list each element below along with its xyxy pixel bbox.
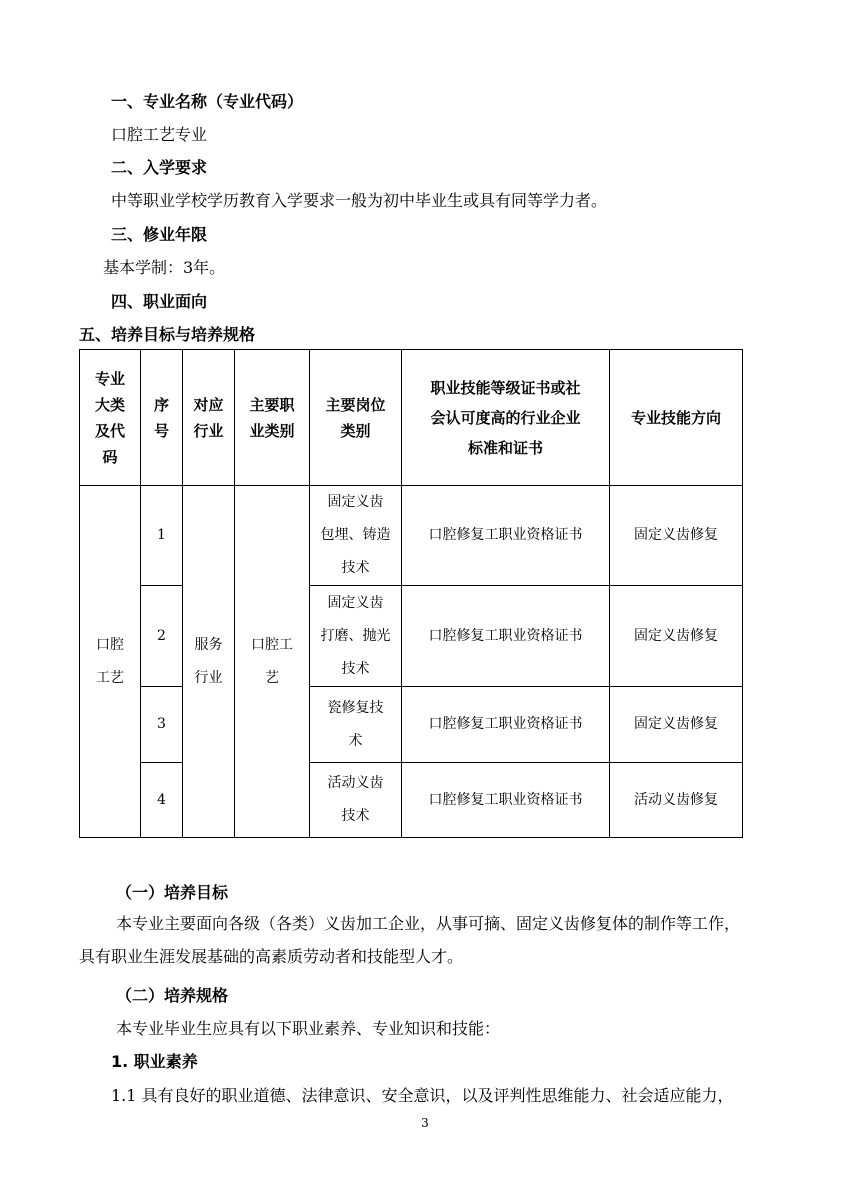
section-3-title: 三、修业年限 [111, 225, 208, 244]
specs-title: （二）培养规格 [116, 986, 229, 1005]
table-row [80, 687, 743, 763]
section-1-title: 一、专业名称（专业代码） [111, 92, 304, 111]
category-cell: 口腔 工艺 [80, 486, 141, 838]
row-number: 1 [141, 486, 183, 586]
post-cell: 固定义齿 打磨、抛光 技术 [310, 586, 402, 687]
certificate-cell: 口腔修复工职业资格证书 [402, 586, 610, 687]
certificate-cell: 口腔修复工职业资格证书 [402, 486, 610, 586]
certificate-cell: 口腔修复工职业资格证书 [402, 763, 610, 838]
specs-item-1: 1.1 具有良好的职业道德、法律意识、安全意识，以及评判性思维能力、社会适应能力， [111, 1086, 734, 1105]
industry-cell: 服务 行业 [183, 486, 235, 838]
section-3-body: 基本学制：3年。 [103, 258, 226, 277]
direction-cell: 固定义齿修复 [610, 687, 743, 763]
post-cell: 固定义齿 包埋、铸造 技术 [310, 486, 402, 586]
direction-cell: 固定义齿修复 [610, 486, 743, 586]
header-category: 专业 大类 及代 码 [80, 350, 141, 486]
table-row [80, 486, 743, 586]
specs-subheading: 1. 职业素养 [111, 1052, 198, 1071]
row-number: 4 [141, 763, 183, 838]
specs-intro: 本专业毕业生应具有以下职业素养、专业知识和技能： [116, 1019, 501, 1038]
header-direction: 专业技能方向 [610, 350, 743, 486]
table-header-row [80, 350, 743, 486]
certificate-cell: 口腔修复工职业资格证书 [402, 687, 610, 763]
occupation-table [79, 349, 743, 838]
occupation-cell: 口腔工 艺 [235, 486, 310, 838]
goals-title: （一）培养目标 [116, 883, 229, 902]
direction-cell: 固定义齿修复 [610, 586, 743, 687]
post-cell: 瓷修复技 术 [310, 687, 402, 763]
goals-line-1: 本专业主要面向各级（各类）义齿加工企业，从事可摘、固定义齿修复体的制作等工作， [116, 914, 741, 933]
section-2-body: 中等职业学校学历教育入学要求一般为初中毕业生或具有同等学力者。 [111, 191, 608, 210]
header-post: 主要岗位 类别 [310, 350, 402, 486]
header-certificate: 职业技能等级证书或社 会认可度高的行业企业 标准和证书 [402, 350, 610, 486]
section-4-title: 四、职业面向 [111, 292, 208, 311]
table-row [80, 586, 743, 687]
post-cell: 活动义齿 技术 [310, 763, 402, 838]
table-row [80, 763, 743, 838]
header-occupation: 主要职 业类别 [235, 350, 310, 486]
row-number: 3 [141, 687, 183, 763]
direction-cell: 活动义齿修复 [610, 763, 743, 838]
section-1-body: 口腔工艺专业 [111, 125, 208, 144]
page-number: 3 [421, 1116, 429, 1130]
row-number: 2 [141, 586, 183, 687]
header-industry: 对应 行业 [183, 350, 235, 486]
header-number: 序 号 [141, 350, 183, 486]
section-5-title: 五、培养目标与培养规格 [79, 325, 256, 344]
goals-line-2: 具有职业生涯发展基础的高素质劳动者和技能型人才。 [79, 947, 464, 966]
section-2-title: 二、入学要求 [111, 158, 208, 177]
